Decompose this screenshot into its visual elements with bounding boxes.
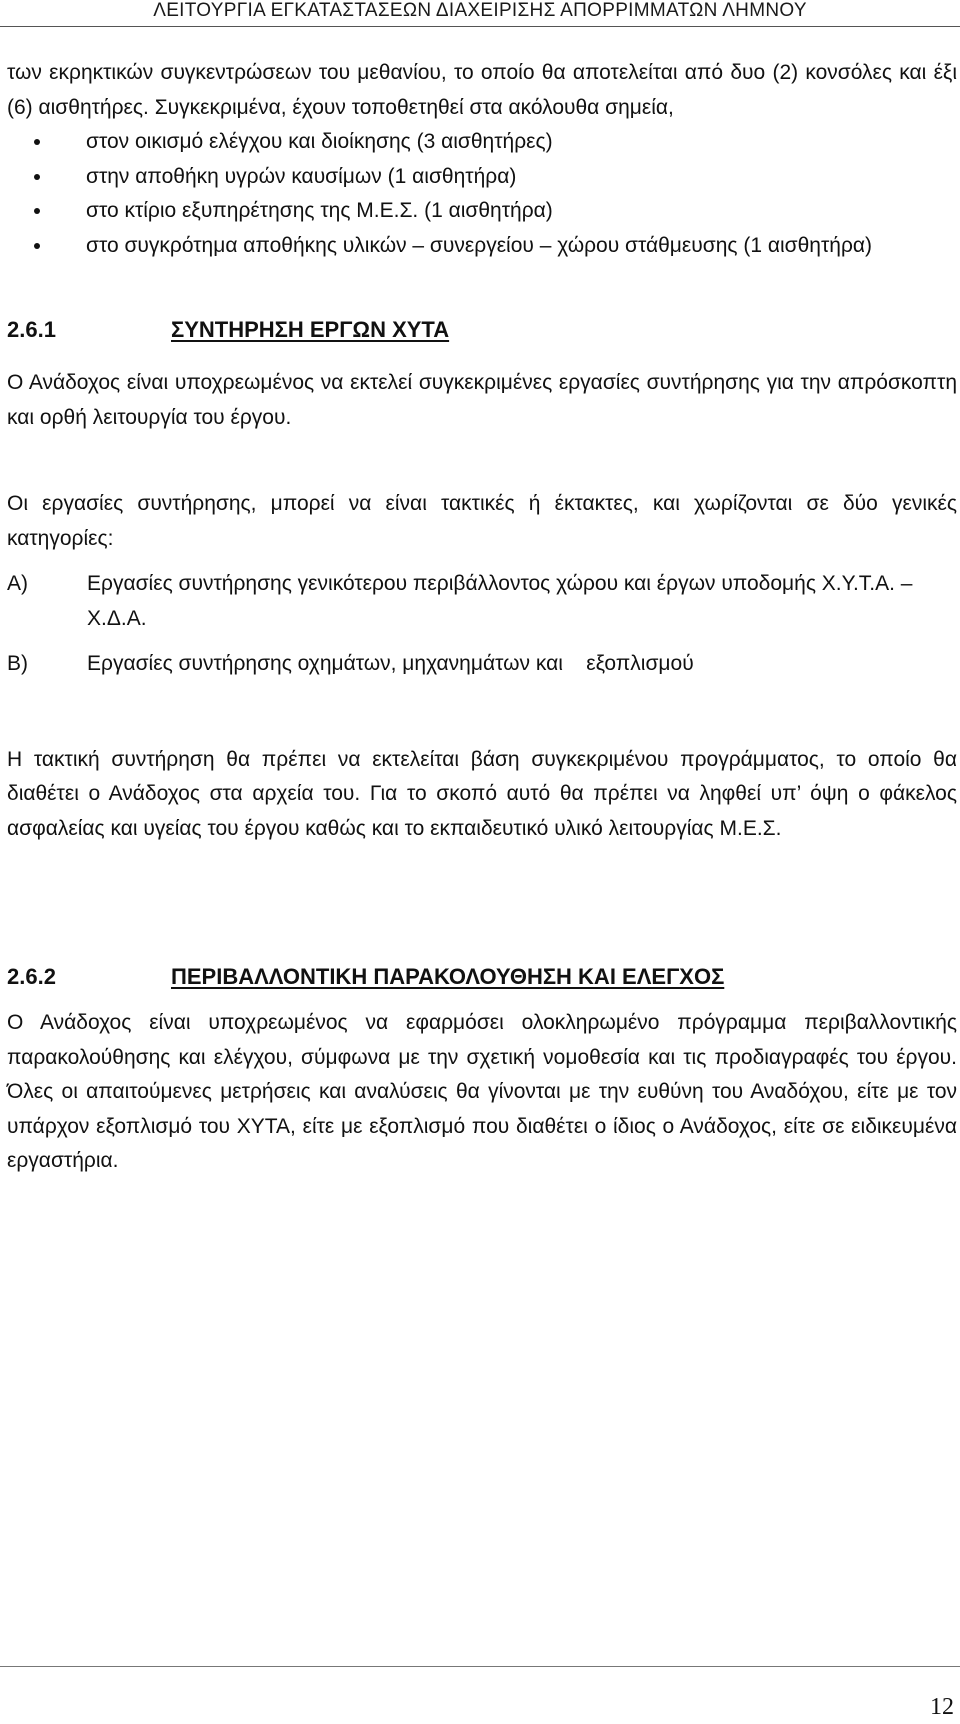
maintenance-intro-paragraph: Ο Ανάδοχος είναι υποχρεωμένος να εκτελεί συγκεκριμένες εργασίες συντήρησης για την απρόσκοπτη και ορθή λειτουργία του έργου. [7,371,957,429]
category-letter: Β) [7,652,28,675]
maintenance-categories-paragraph: Οι εργασίες συντήρησης, μπορεί να είναι τακτικές ή έκτακτες, και χωρίζονται σε δύο γενικές κατηγορίες: [7,492,957,550]
page-body [7,56,957,1179]
intro-paragraph: των εκρηκτικών συγκεντρώσεων του μεθανίου, το οποίο θα αποτελείται από δυο (2) κονσόλες και έξι (6) αισθητήρες. Συγκεκριμένα, έχουν τοποθετηθεί στα ακόλουθα σημεία, [7,61,957,119]
spacer [7,263,957,313]
sensor-location-list [7,125,957,263]
section-number: 2.6.2 [7,964,56,989]
scheduled-maintenance-paragraph: Η τακτική συντήρηση θα πρέπει να εκτελείται βάση συγκεκριμένου προγράμματος, το οποίο θα διαθέτει ο Ανάδοχος στα αρχεία του. Για το σκοπό αυτό θα πρέπει να ληφθεί υπ’ όψη ο φάκελος ασφαλείας και υγείας του έργου καθώς και το εκπαιδευτικό υλικό λειτουργίας Μ.Ε.Σ. [7,747,957,840]
page-number: 12 [930,1694,954,1720]
running-header-title: ΛΕΙΤΟΥΡΓΙΑ ΕΓΚΑΤΑΣΤΑΣΕΩΝ ΔΙΑΧΕΙΡΙΣΗΣ ΑΠΟΡΡΙΜΜΑΤΩΝ ΛΗΜΝΟΥ [153,0,807,21]
list-item: στο συγκρότημα αποθήκης υλικών – συνεργείου – χώρου στάθμευσης (1 αισθητήρα) [7,229,957,264]
section-number: 2.6.1 [7,317,56,342]
category-item-b [7,647,957,682]
section-heading-2-6-1 [7,313,957,349]
footer-divider [0,1666,960,1667]
section-title: ΣΥΝΤΗΡΗΣΗ ΕΡΓΩΝ ΧΥΤΑ [171,317,450,342]
category-letter: Α) [7,572,28,595]
list-item: στον οικισμό ελέγχου και διοίκησης (3 αισθητήρες) [7,125,957,160]
category-text: Εργασίες συντήρησης οχημάτων, μηχανημάτων και εξοπλισμού [87,652,694,675]
section-title: ΠΕΡΙΒΑΛΛΟΝΤΙΚΗ ΠΑΡΑΚΟΛΟΥΘΗΣΗ ΚΑΙ ΕΛΕΓΧΟΣ [171,964,725,989]
category-text: Εργασίες συντήρησης γενικότερου περιβάλλοντος χώρου και έργων υποδομής Χ.Υ.Τ.Α. – Χ.Δ.Α. [87,572,913,630]
header-divider [0,26,960,27]
environmental-monitoring-paragraph: Ο Ανάδοχος είναι υποχρεωμένος να εφαρμόσει ολοκληρωμένο πρόγραμμα περιβαλλοντικής παρακολούθησης και ελέγχου, σύμφωνα με την σχετική νομοθεσία και τις προδιαγραφές του έργου. Όλες οι απαιτούμενες μετρήσεις και αναλύσεις θα γίνονται με την ευθύνη του Αναδόχου, είτε με τον υπάρχον εξοπλισμό του ΧΥΤΑ, είτε με εξοπλισμό που διαθέτει ο ίδιος ο Ανάδοχος, είτε σε ειδικευμένα εργαστήρια. [7,1011,957,1172]
list-item: στην αποθήκη υγρών καυσίμων (1 αισθητήρα) [7,160,957,195]
section-heading-2-6-2 [7,960,957,996]
category-item-a [7,567,957,636]
list-item: στο κτίριο εξυπηρέτησης της Μ.Ε.Σ. (1 αισθητήρα) [7,194,957,229]
